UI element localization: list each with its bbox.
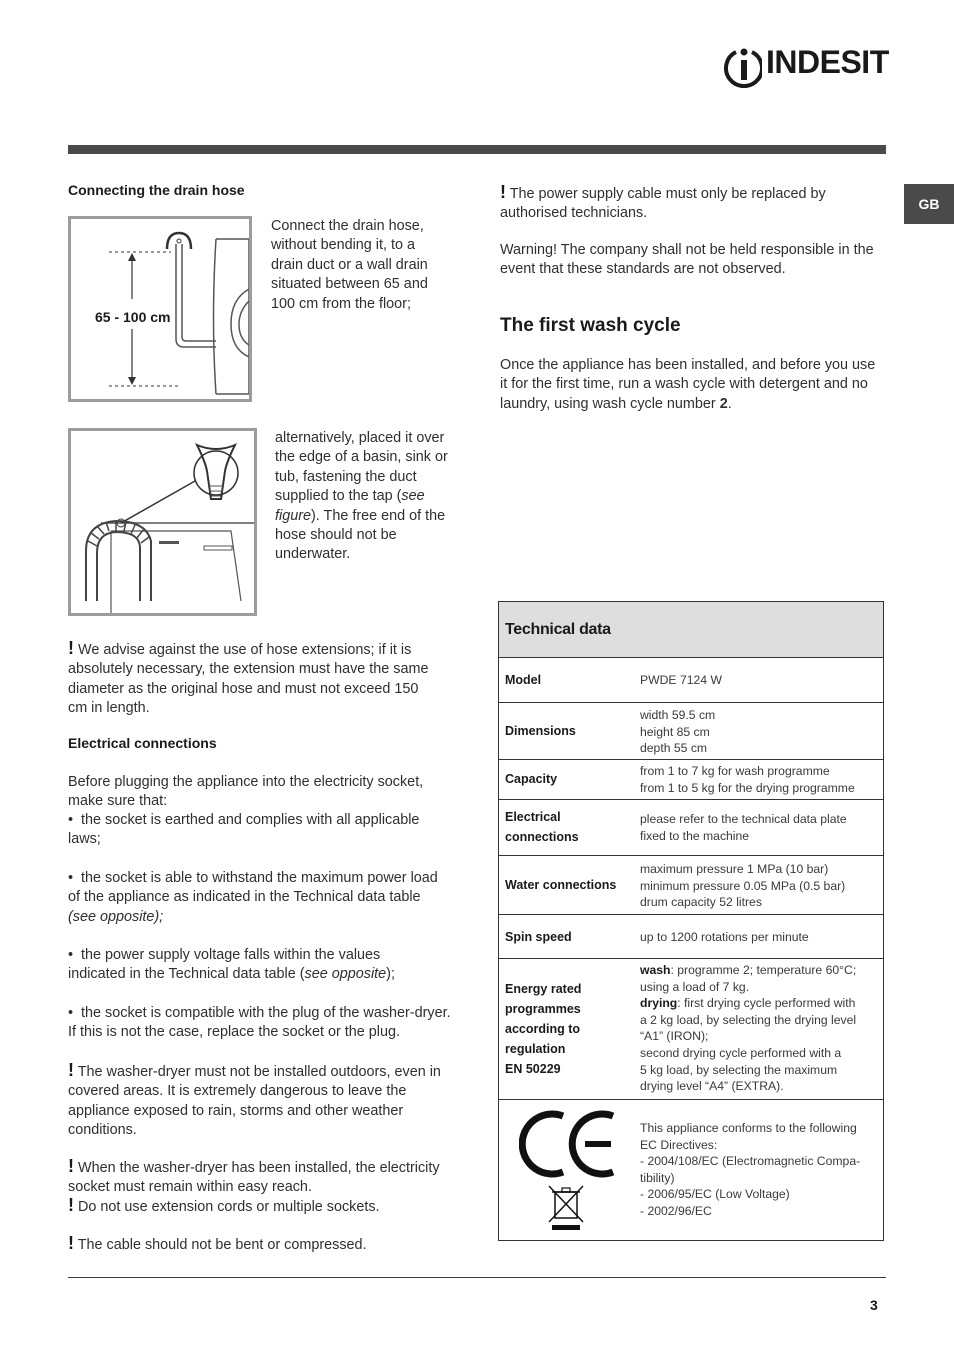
water-values [640, 861, 845, 911]
capacity-label: Capacity [505, 772, 558, 786]
warning-icon: ! [68, 1195, 74, 1215]
extension-cord-text: Do not use extension cords or multiple sockets. [78, 1199, 380, 1215]
first-wash-number: 2 [719, 395, 728, 412]
water-max-pressure: maximum pressure 1 MPa (10 bar) [640, 862, 829, 876]
capacity-dry: from 1 to 5 kg for the drying programme [640, 780, 855, 795]
hose-extension-warning [68, 639, 440, 719]
water-min-pressure: minimum pressure 0.05 MPa (0.5 bar) [640, 878, 846, 893]
basin-text-italic: see figure [275, 488, 425, 524]
bullet-voltage-italic: see opposite [304, 966, 387, 983]
drain-height-figure [68, 216, 252, 402]
ce-line-1: This appliance conforms to the following [640, 1121, 857, 1135]
indesit-logo [722, 38, 892, 88]
energy-dry-line [640, 995, 856, 1012]
warning-icon: ! [500, 182, 506, 202]
electrical-heading: Electrical connections [68, 735, 217, 751]
table-row-dimensions [499, 703, 883, 760]
electrical-label-line1: Electrical [505, 810, 561, 824]
language-tab: GB [904, 184, 954, 224]
warning-icon: ! [68, 1233, 74, 1253]
table-row-energy [499, 959, 883, 1100]
socket-reach-warning [68, 1157, 452, 1198]
dimensions-width: width 59.5 cm [640, 708, 716, 722]
basin-text-part1: alternatively, placed it over the edge of a basin, sink or tub, fastening the duct supplied to the tap ( [275, 430, 448, 505]
first-wash-heading: The first wash cycle [500, 315, 681, 336]
energy-line-3: second drying cycle performed with a [640, 1045, 842, 1060]
basin-text-part2: ). The free end of the hose should not be underwater. [275, 507, 446, 563]
spin-label: Spin speed [505, 930, 572, 944]
bullet-earthed-text: the socket is earthed and complies with all applicable laws; [68, 812, 420, 848]
dimensions-label: Dimensions [505, 724, 576, 738]
warning-icon: ! [68, 638, 74, 658]
bullet-plug: • the socket is compatible with the plug of the washer-dryer. If this is not the case, replace the socket or the plug. [68, 1005, 451, 1041]
dimensions-height: height 85 cm [640, 724, 710, 739]
drain-basin-figure [68, 428, 257, 616]
ce-mark-icon [519, 1108, 619, 1180]
energy-dry-text: : first drying cycle performed with [677, 996, 856, 1011]
ce-line-5: - 2006/95/EC (Low Voltage) [640, 1187, 790, 1202]
ce-values [640, 1120, 860, 1220]
model-value: PWDE 7124 W [640, 673, 722, 687]
extension-cord-warning [68, 1196, 452, 1217]
electrical-value-line1: please refer to the technical data plate [640, 812, 847, 826]
energy-label-line4: regulation [505, 1042, 566, 1056]
electrical-values [640, 811, 847, 844]
energy-line-1: a 2 kg load, by selecting the drying level [640, 1012, 857, 1027]
bullet-voltage-text: the power supply voltage falls within the values indicated in the Technical data table ( [68, 947, 381, 983]
bullet-earthed: • the socket is earthed and complies with all applicable laws; [68, 812, 420, 848]
bullet-voltage-after: ); [386, 966, 395, 983]
drain-text-basin [275, 429, 450, 565]
capacity-wash: from 1 to 7 kg for wash programme [640, 764, 830, 778]
socket-reach-text: When the washer-dryer has been installed, the electricity socket must remain within easy reach. [68, 1160, 440, 1196]
outdoors-warning [68, 1061, 446, 1141]
table-row-model [499, 658, 883, 703]
energy-label-line1: Energy rated [505, 982, 582, 996]
electrical-intro: Before plugging the appliance into the electricity socket, make sure that: [68, 774, 424, 810]
energy-values [640, 962, 856, 1095]
brand-name: INDESIT [766, 44, 889, 80]
energy-label-line2: programmes [505, 1002, 581, 1016]
ce-line-4: tibility) [640, 1170, 675, 1185]
water-label: Water connections [505, 878, 617, 892]
ce-line-3: - 2004/108/EC (Electromagnetic Compa- [640, 1154, 861, 1169]
drain-heading: Connecting the drain hose [68, 182, 245, 198]
energy-label-line5: EN 50229 [505, 1062, 561, 1076]
drum-capacity: drum capacity 52 litres [640, 895, 762, 910]
footer-rule [68, 1277, 886, 1278]
warning-icon: ! [68, 1156, 74, 1176]
drain-text-wall: Connect the drain hose, without bending it, to a drain duct or a wall drain situated between 65 and 100 cm from the floor; [271, 218, 428, 312]
electrical-label-line2: connections [505, 830, 579, 844]
logo-i-icon [722, 38, 762, 88]
header-rule [68, 145, 886, 154]
energy-line-2: “A1” (IRON); [640, 1029, 709, 1044]
technical-data-table [498, 601, 884, 1241]
bullet-voltage: • the power supply voltage falls within the values indicated in the Technical data table (see opposite); [68, 947, 395, 983]
bullet-power-load: • the socket is able to withstand the maximum power load of the appliance as indicated in the Technical data table (see opposite); [68, 870, 438, 925]
table-row-capacity [499, 760, 883, 800]
energy-label-line3: according to [505, 1022, 581, 1036]
capacity-values [640, 763, 855, 796]
energy-line-5: drying level “A4” (EXTRA). [640, 1079, 784, 1094]
bullet-plug-text: the socket is compatible with the plug of the washer-dryer. If this is not the case, replace the socket or the plug. [68, 1005, 451, 1041]
dimensions-depth: depth 55 cm [640, 741, 708, 756]
warning-icon: ! [68, 1060, 74, 1080]
energy-wash-load: using a load of 7 kg. [640, 979, 750, 994]
energy-line-4: 5 kg load, by selecting the maximum [640, 1062, 838, 1077]
bullet-power-italic: (see opposite); [68, 908, 164, 925]
outdoors-warning-text: The washer-dryer must not be installed outdoors, even in covered areas. It is extremely dangerous to leave the appliance exposed to rain, storms and other weather conditions. [68, 1064, 441, 1139]
spin-value: up to 1200 rotations per minute [640, 930, 809, 944]
cable-bent-warning [68, 1234, 452, 1255]
table-row-water [499, 856, 883, 915]
cable-replace-warning [500, 183, 870, 224]
first-wash-end: . [727, 395, 732, 412]
table-header [499, 602, 883, 658]
table-row-electrical [499, 800, 883, 856]
electrical-label [505, 807, 579, 847]
height-range-label: 65 - 100 cm [95, 309, 171, 325]
page-number: 3 [870, 1297, 878, 1313]
energy-wash-text: : programme 2; temperature 60°C; [670, 963, 857, 977]
table-row-ce [499, 1100, 883, 1240]
bullet-power-text: the socket is able to withstand the maximum power load of the appliance as indicated in the Technical data table [68, 870, 438, 906]
energy-label [505, 979, 581, 1079]
first-wash-body: Once the appliance has been installed, and before you use it for the first time, run a wash cycle with detergent and no laundry, using wash cycle number [500, 357, 876, 412]
model-label: Model [505, 673, 542, 687]
company-warning: Warning! The company shall not be held responsible in the event that these standards are not observed. [500, 242, 874, 278]
hose-warning-text: We advise against the use of hose extensions; if it is absolutely necessary, the extension must have the same diameter as the original hose and must not exceed 150 cm in length. [68, 642, 429, 717]
energy-wash-bold: wash [640, 963, 671, 977]
ce-line-6: - 2002/96/EC [640, 1203, 712, 1218]
ce-line-2: EC Directives: [640, 1137, 718, 1152]
cable-bent-text: The cable should not be bent or compressed. [77, 1237, 367, 1253]
energy-dry-bold: drying [640, 996, 678, 1011]
first-wash-text [500, 356, 884, 414]
cable-replace-text: The power supply cable must only be replaced by authorised technicians. [500, 186, 826, 222]
table-row-spin [499, 915, 883, 959]
energy-wash-line [640, 962, 856, 979]
dimensions-values [640, 707, 715, 757]
electrical-value-line2: fixed to the machine [640, 828, 750, 843]
table-title: Technical data [505, 621, 611, 638]
weee-bin-icon [546, 1184, 586, 1232]
